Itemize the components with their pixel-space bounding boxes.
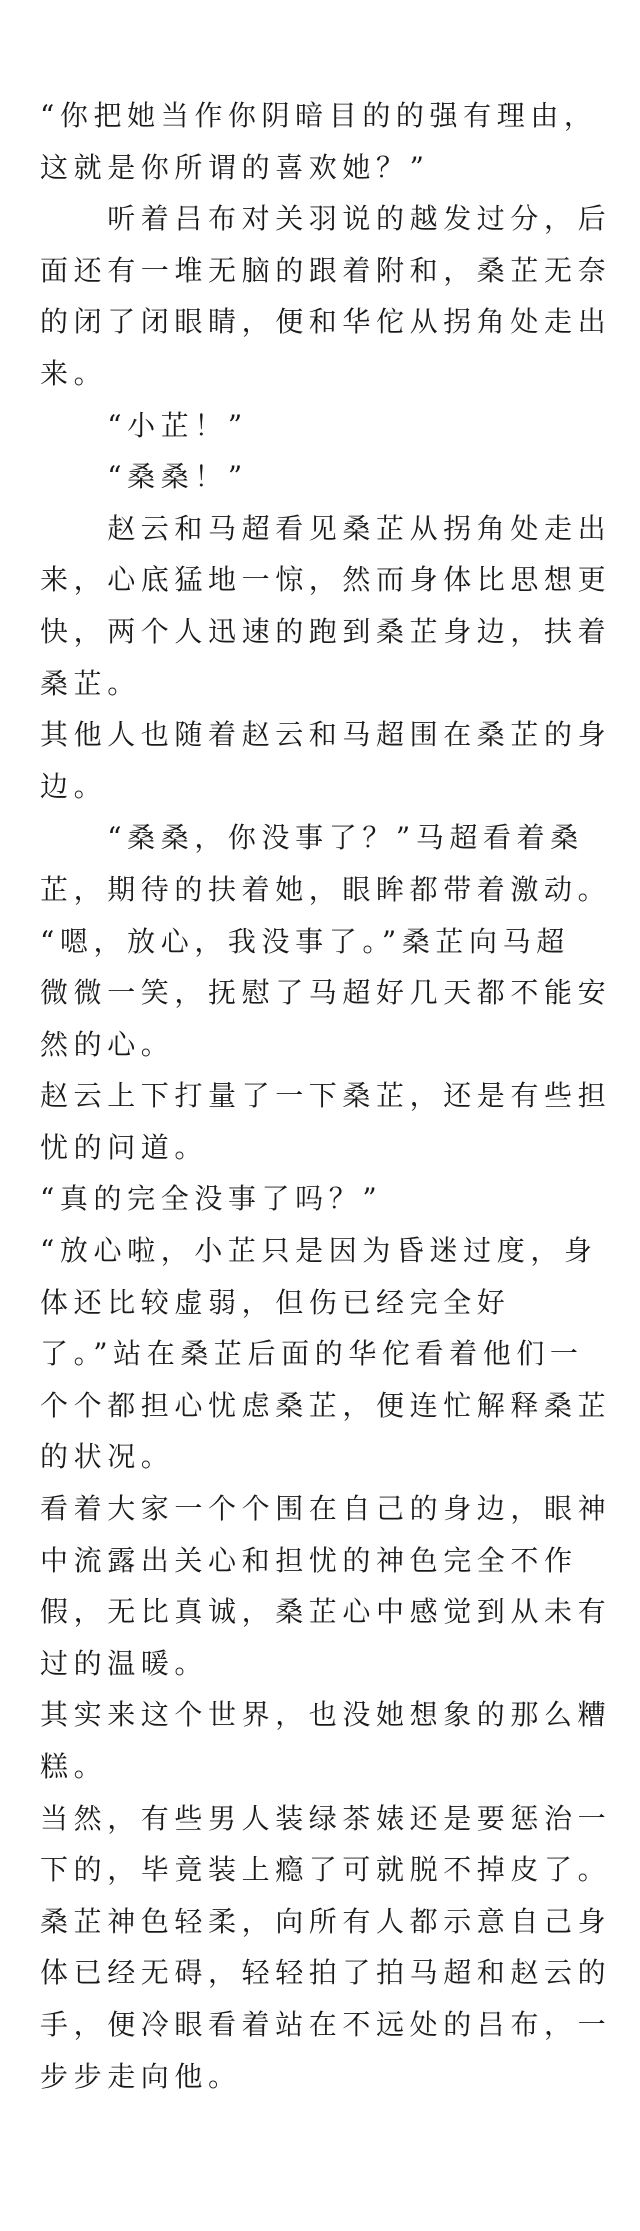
- text-line: “嗯，放心，我没事了。”桑芷向马超: [40, 924, 570, 958]
- story-text: [40, 90, 613, 2102]
- text-line: 赵云和马超看见桑芷从拐角处走出: [40, 511, 612, 545]
- text-line: 过的温暖。: [40, 1646, 209, 1680]
- text-line: 中流露出关心和担忧的神色完全不作: [40, 1543, 578, 1577]
- text-line: 边。: [40, 769, 108, 803]
- text-line: 来，心底猛地一惊，然而身体比思想更: [40, 563, 612, 597]
- text-line: “真的完全没事了吗？”: [40, 1182, 383, 1216]
- text-line: 步步走向他。: [40, 2059, 242, 2093]
- text-line: “桑桑！”: [40, 460, 248, 494]
- text-line: 桑芷神色轻柔，向所有人都示意自己身: [40, 1904, 612, 1938]
- text-line: 这就是你所谓的喜欢她？”: [40, 150, 430, 184]
- text-line: 了。”站在桑芷后面的华佗看着他们一: [40, 1337, 584, 1371]
- text-line: 然的心。: [40, 1027, 175, 1061]
- text-line: 芷，期待的扶着她，眼眸都带着激动。: [40, 872, 612, 906]
- text-line: 假，无比真诚，桑芷心中感觉到从未有: [40, 1595, 612, 1629]
- text-line: “你把她当作你阴暗目的的强有理由，: [40, 99, 598, 132]
- text-line: 当然，有些男人装绿茶婊还是要惩治一: [40, 1801, 612, 1835]
- text-line: 糕。: [40, 1750, 108, 1783]
- text-line: “放心啦，小芷只是因为昏迷过度，身: [40, 1234, 598, 1268]
- text-line: 快，两个人迅速的跑到桑芷身边，扶着: [40, 614, 612, 648]
- text-line: 忧的问道。: [40, 1130, 209, 1164]
- text-line: 来。: [40, 356, 108, 390]
- text-line: 听着吕布对关羽说的越发过分，后: [40, 202, 612, 236]
- text-line: 手，便冷眼看着站在不远处的吕布，一: [40, 2007, 612, 2041]
- text-line: 体已经无碍，轻轻拍了拍马超和赵云的: [40, 1956, 612, 1990]
- text-line: 体还比较虚弱，但伤已经完全好: [40, 1285, 511, 1319]
- text-line: “小芷！”: [40, 408, 248, 442]
- text-line: 桑芷。: [40, 666, 141, 700]
- text-line: 下的，毕竟装上瘾了可就脱不掉皮了。: [40, 1853, 612, 1887]
- text-line: 的状况。: [40, 1440, 175, 1474]
- text-line: 其实来这个世界，也没她想象的那么糟: [40, 1698, 612, 1732]
- text-line: 的闭了闭眼睛，便和华佗从拐角处走出: [40, 305, 612, 339]
- text-line: “桑桑，你没事了？”马超看着桑: [40, 821, 584, 855]
- text-line: 面还有一堆无脑的跟着附和，桑芷无奈: [40, 253, 612, 287]
- text-line: 其他人也随着赵云和马超围在桑芷的身: [40, 718, 612, 752]
- text-line: 个个都担心忧虑桑芷，便连忙解释桑芷: [40, 1388, 612, 1422]
- text-line: 微微一笑，抚慰了马超好几天都不能安: [40, 976, 612, 1010]
- text-line: 看着大家一个个围在自己的身边，眼神: [40, 1492, 612, 1526]
- text-line: 赵云上下打量了一下桑芷，还是有些担: [40, 1079, 612, 1113]
